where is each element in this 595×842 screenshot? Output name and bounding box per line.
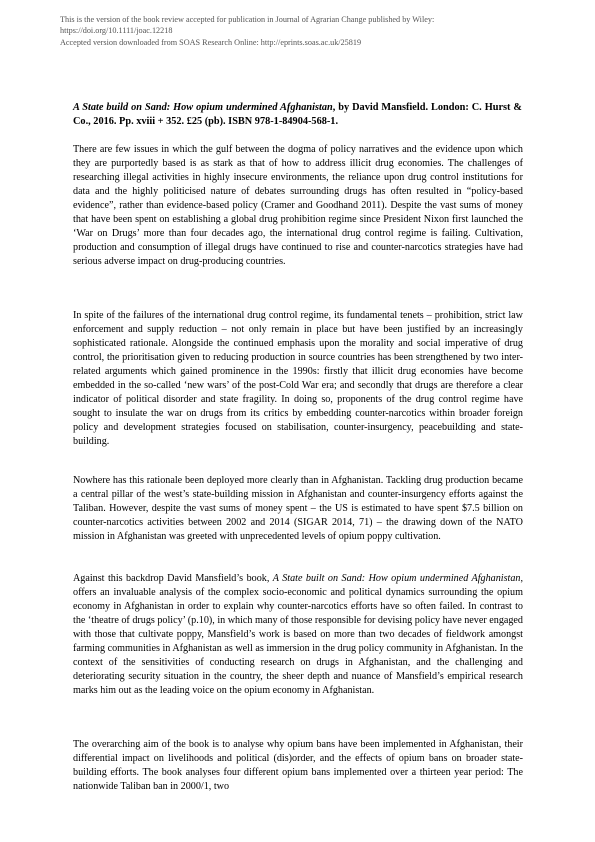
header-line-doi[interactable]: https://doi.org/10.1111/joac.12218 <box>60 26 173 36</box>
book-citation <box>73 101 522 129</box>
paragraph-4-body: , offers an invaluable analysis of the complex socio-economic and political dynamics surrounding the opium economy in Afghanistan in order to explain why counter-narcotics efforts have so often failed. In contrast to the ‘theatre of drugs policy’ (p.10), in which many of those responsible for devising policy have never engaged with those that cultivate poppy, Mansfield’s work is based on more than two decades of fieldwork amongst farming communities in Afghanistan as well as immersion in the drug policy community in Afghanistan. In the context of the sensitivities of conducting research on drugs in Afghanistan, and the challenging and deteriorating security situation in the country, the sheer depth and nuance of Mansfield’s empirical research marks him out as the leading voice on the opium economy in Afghanistan. <box>73 573 523 697</box>
paragraph-2: In spite of the failures of the international drug control regime, its fundamental tenets – prohibition, strict law enforcement and supply reduction – not only remain in place but have been justified by an increasingly sophisticated rationale. Alongside the continued emphasis upon the morality and social imperative of drug control, the prioritisation given to reducing production in source countries has been strengthened by two inter-related arguments which gained prominence in the 1990s: firstly that illicit drug economies have become embedded in the so-called ‘new wars’ of the post-Cold War era; and secondly that drugs are therefore a clear indicator of political disorder and state fragility. In doing so, proponents of the drug control regime have sought to insulate the war on drugs from its critics by embedding counter-narcotics within broader foreign policy and development strategies focused on stabilisation, counter-insurgency, peacebuilding and state-building. <box>73 310 523 448</box>
paragraph-1: There are few issues in which the gulf between the dogma of policy narratives and the evidence upon which they are purportedly based is as stark as that of how to address illicit drug economies. The challenges of researching illegal activities in highly insecure environments, the reliance upon drug control institutions for data and the highly politicised nature of debates surrounding drugs has often resulted in “policy-based evidence”, rather than evidence-based policy (Cramer and Goodhand 2011). Despite the vast sums of money that have been spent on establishing a global drug prohibition regime since President Nixon first launched the ‘War on Drugs’ more than four decades ago, the international drug control regime is failing. Cultivation, production and consumption of illegal drugs have continued to rise and counter-narcotics strategies have had serious adverse impact on drug-producing countries. <box>73 144 523 268</box>
paragraph-4-intro: Against this backdrop David Mansfield’s book, <box>73 573 273 584</box>
header-line-publication: This is the version of the book review accepted for publication in Journal of Agrarian Change published by Wiley: <box>60 15 435 24</box>
document-header <box>60 14 540 48</box>
paragraph-5: The overarching aim of the book is to analyse why opium bans have been implemented in Afghanistan, their differential impact on livelihoods and political (dis)order, and the effects of opium bans on broader state-building efforts. The book analyses four different opium bans implemented over a thirteen year period: The nationwide Taliban ban in 2000/1, two <box>73 739 523 793</box>
paragraph-4-book-title: A State built on Sand: How opium undermined Afghanistan <box>272 573 521 584</box>
paragraph-4 <box>73 572 523 698</box>
header-line-source: Accepted version downloaded from SOAS Research Online: http://eprints.soas.ac.uk/25819 <box>60 37 362 47</box>
paragraph-3: Nowhere has this rationale been deployed more clearly than in Afghanistan. Tackling drug production became a central pillar of the west’s state-building mission in Afghanistan and counter-insurgency efforts against the Taliban. However, despite the vast sums of money spent – the US is estimated to have spent $7.5 billion on counter-narcotics activities between 2002 and 2014 (SIGAR 2014, 71) – the drawing down of the NATO mission in Afghanistan was greeted with unprecedented levels of opium poppy cultivation. <box>73 475 523 543</box>
book-details: , by David Mansfield. London: C. Hurst & Co., 2016. Pp. xviii + 352. £25 (pb). ISBN 978-1-84904-568-1. <box>73 102 523 127</box>
book-title: A State build on Sand: How opium undermined Afghanistan <box>73 102 333 113</box>
